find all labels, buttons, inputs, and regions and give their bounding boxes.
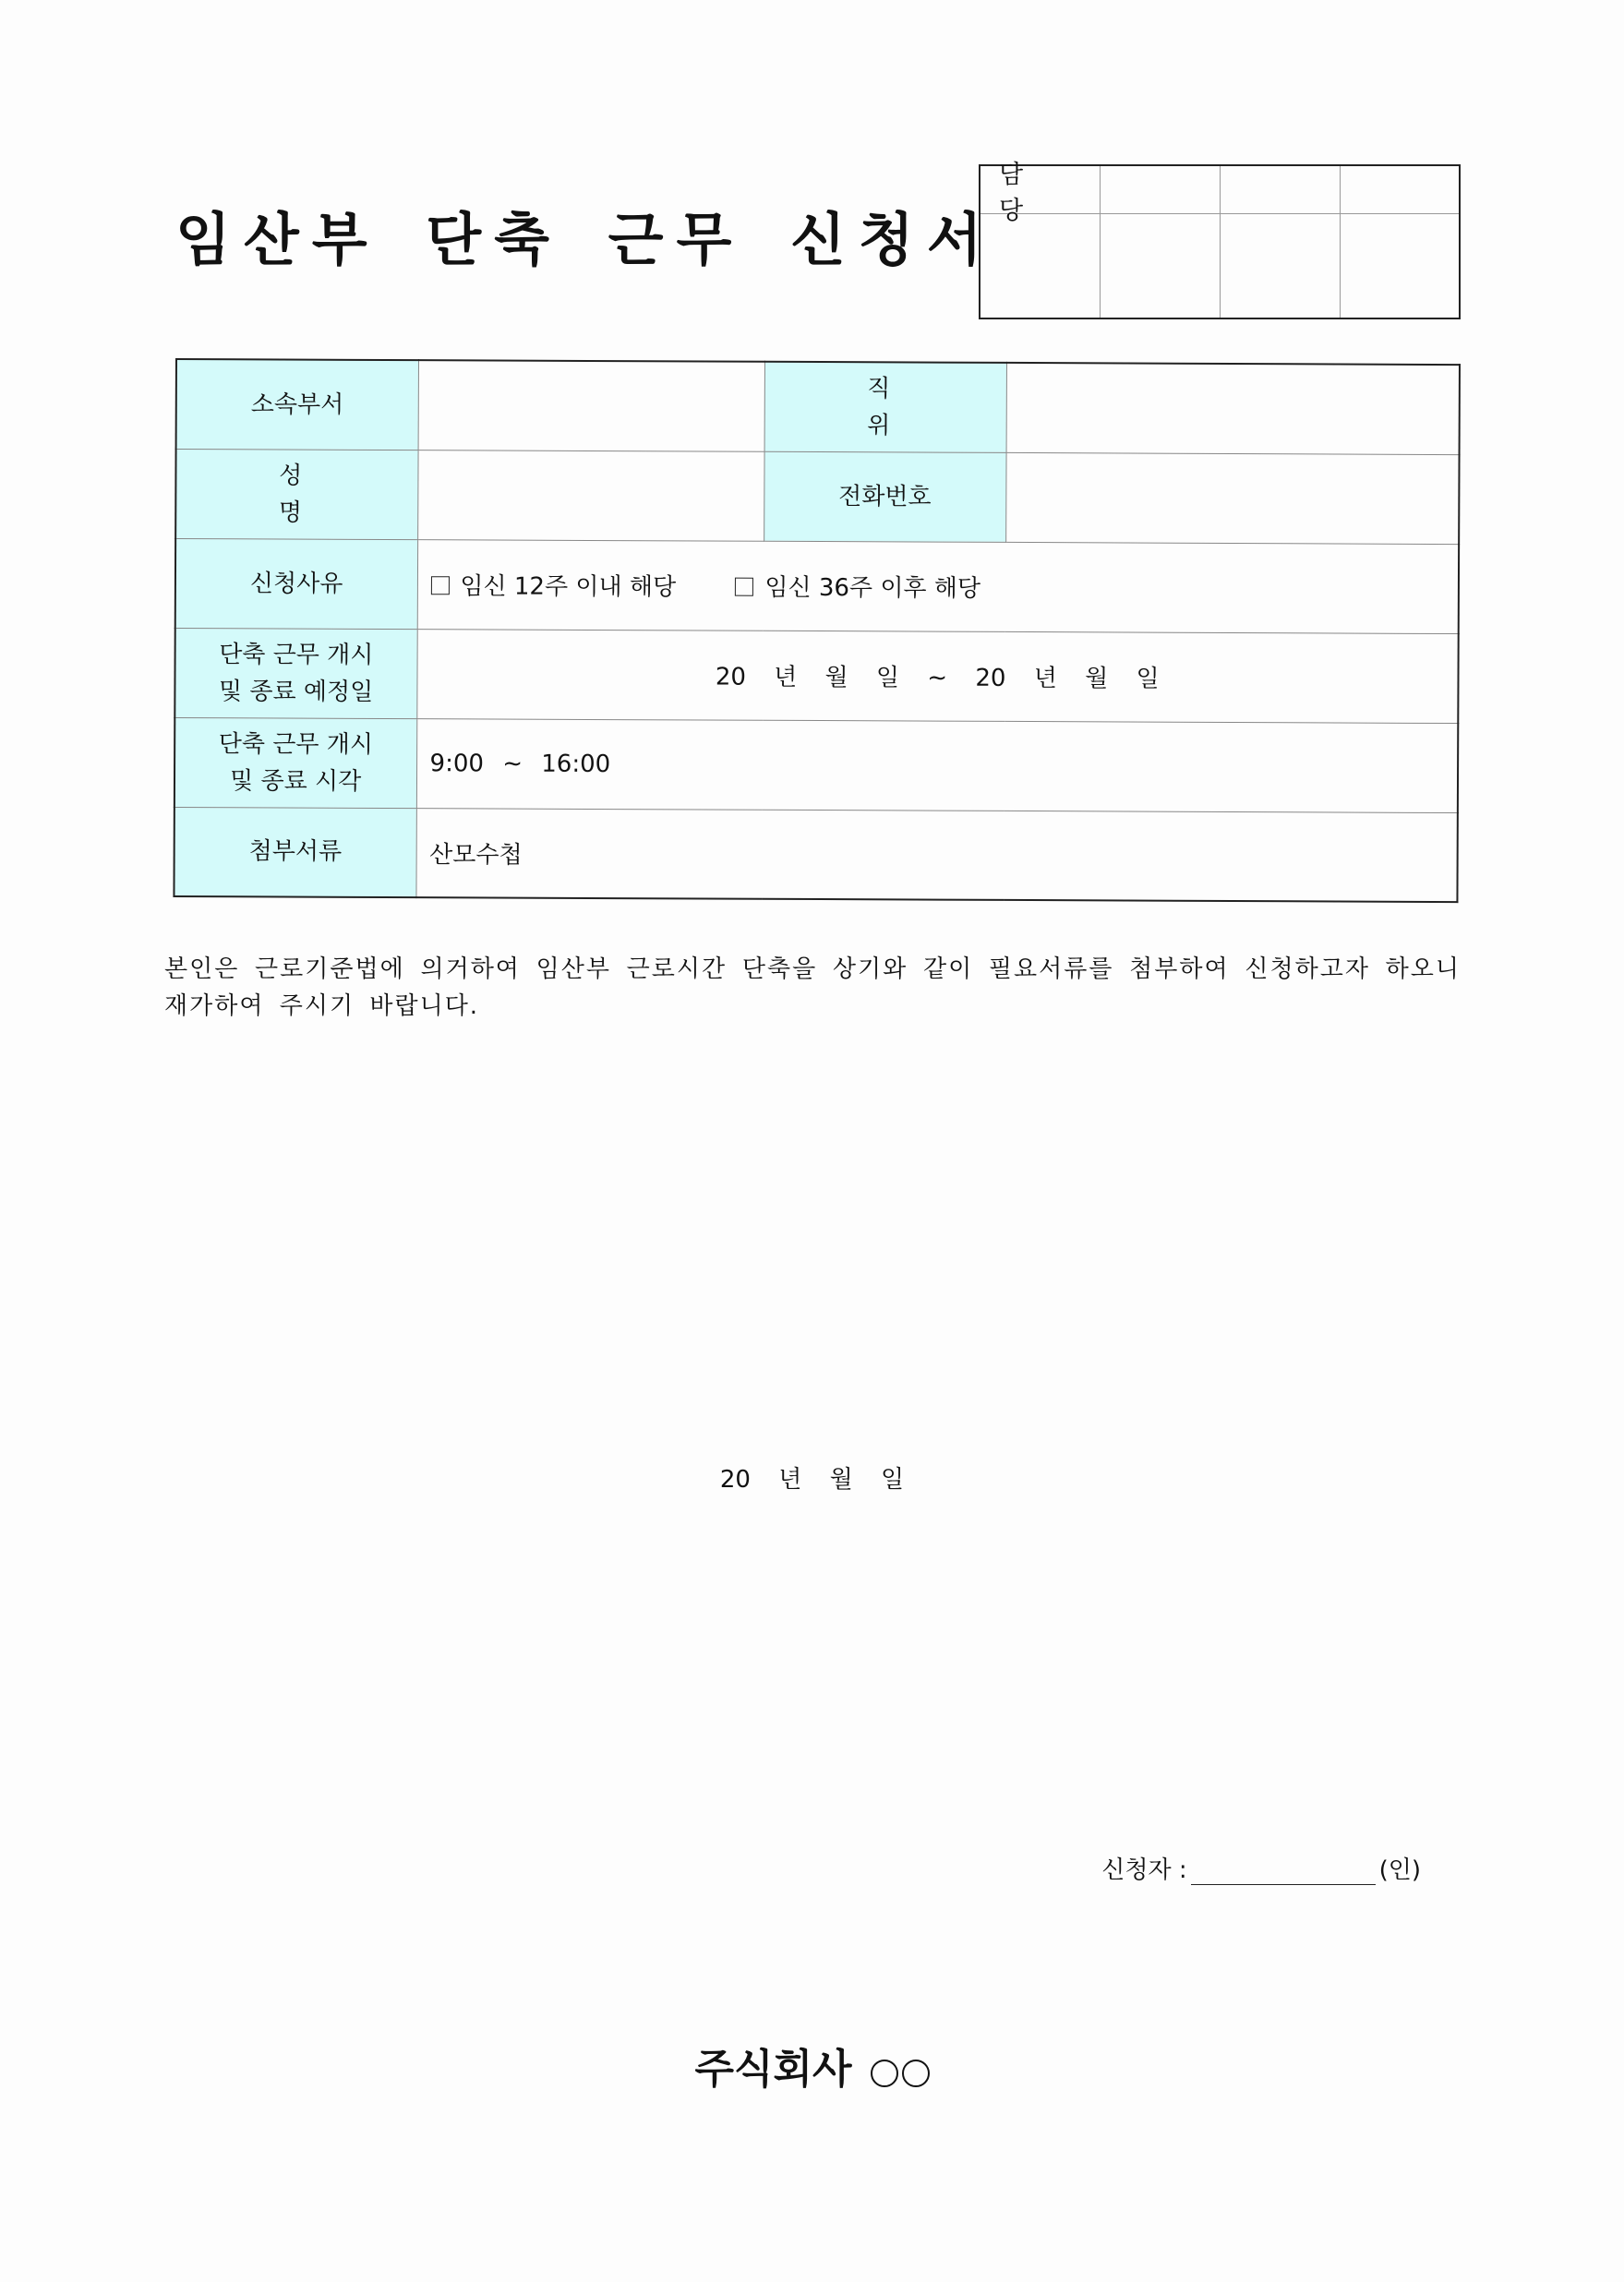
approval-sign-cell[interactable]: [1101, 214, 1221, 318]
position-label: 직 위: [764, 362, 1006, 452]
name-field[interactable]: [417, 450, 764, 541]
period-field[interactable]: [416, 629, 1458, 723]
table-row: [174, 717, 1458, 812]
phone-field[interactable]: [1005, 452, 1459, 544]
approval-label: 담 당: [980, 166, 1101, 214]
application-date: 20 년 월 일: [719, 1466, 905, 1494]
approval-header-cell: [1341, 166, 1459, 214]
time-value: 9:00 ~ 16:00: [429, 749, 611, 778]
attachments-field[interactable]: 산모수첩: [415, 808, 1457, 902]
table-row: [174, 628, 1458, 723]
document-title: 임산부 단축 근무 신청서: [175, 206, 995, 273]
company-name: 주식회사: [694, 2046, 852, 2093]
reason-option-36weeks[interactable]: [735, 569, 980, 604]
seal-mark: (인): [1378, 1856, 1421, 1884]
approval-sign-cell[interactable]: [980, 214, 1101, 318]
period-label-line2: 및 종료 예정일: [218, 677, 374, 706]
table-row: [175, 538, 1459, 633]
reason-label: 신청사유: [175, 538, 417, 629]
time-label: [174, 717, 416, 808]
application-form-table: [173, 358, 1461, 903]
table-row: [176, 359, 1460, 454]
approval-header-cell: [1221, 166, 1341, 214]
phone-label: 전화번호: [764, 451, 1005, 542]
position-field[interactable]: [1006, 363, 1460, 454]
table-row: [174, 807, 1457, 902]
attachments-label: 첨부서류: [174, 807, 415, 897]
company-name-block: [0, 2036, 1624, 2095]
department-field[interactable]: [418, 360, 764, 451]
approval-header-cell: [1101, 166, 1221, 214]
applicant-label: 신청자 :: [1101, 1856, 1187, 1884]
reason-option-12weeks[interactable]: [430, 567, 676, 602]
approval-box: [979, 160, 1461, 319]
request-statement: 본인은 근로기준법에 의거하여 임산부 근로시간 단축을 상기와 같이 필요서류를 첨부하여 신청하고자 하오니 재가하여 주시기 바랍니다.: [164, 955, 1461, 1020]
checkbox-icon[interactable]: [735, 578, 753, 596]
reason-option-36weeks-label: 임신 36주 이후 해당: [764, 573, 981, 603]
period-value: 20 년 월 일 ~ 20 년 월 일: [715, 663, 1160, 693]
applicant-signature: [1101, 1851, 1421, 1885]
department-label: 소속부서: [176, 359, 418, 450]
reason-options: [417, 539, 1459, 633]
reason-option-12weeks-label: 임신 12주 이내 해당: [460, 572, 677, 602]
name-label: 성 명: [175, 449, 417, 539]
approval-sign-cell[interactable]: [1221, 214, 1341, 318]
checkbox-icon[interactable]: [430, 576, 449, 595]
period-label: [174, 628, 416, 718]
time-label-line1: 단축 근무 개시: [218, 729, 374, 759]
approval-sign-cell[interactable]: [1341, 214, 1459, 318]
table-row: [175, 449, 1459, 544]
company-placeholder-icon: [871, 2060, 930, 2087]
applicant-name-line[interactable]: [1191, 1856, 1376, 1885]
period-label-line1: 단축 근무 개시: [219, 640, 374, 669]
time-field[interactable]: [416, 718, 1458, 812]
time-label-line2: 및 종료 시각: [230, 766, 362, 796]
